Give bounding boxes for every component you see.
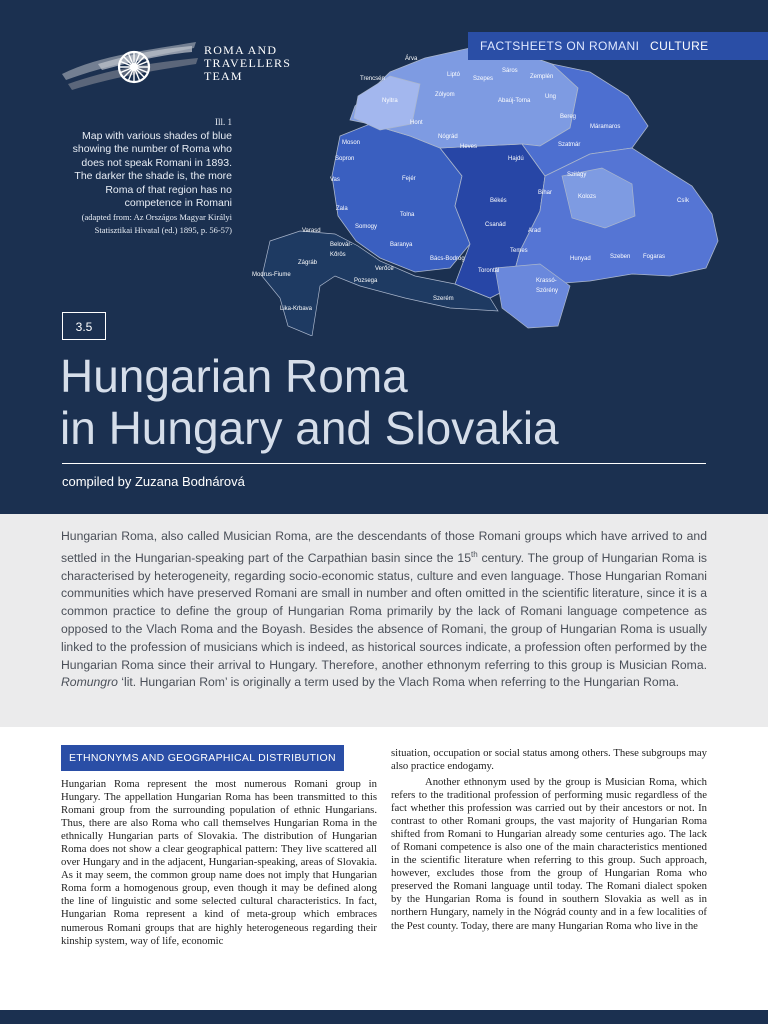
svg-text:Csík: Csík	[677, 198, 689, 204]
svg-text:Ung: Ung	[545, 94, 557, 100]
svg-text:Máramaros: Máramaros	[590, 124, 621, 130]
svg-text:Varasd: Varasd	[302, 228, 321, 234]
svg-text:Zólyom: Zólyom	[435, 92, 455, 98]
page-title	[60, 350, 559, 454]
svg-text:Tolna: Tolna	[400, 212, 415, 218]
svg-text:Pozsega: Pozsega	[354, 278, 378, 284]
caption-text: Map with various shades of blue showing the number of Roma who does not speak Romani in 1893. The darker the shade is, the more Roma of that region has no competence in Romani	[72, 129, 232, 209]
svg-text:Trencsén: Trencsén	[360, 76, 385, 82]
svg-text:Szerém: Szerém	[433, 296, 454, 302]
svg-text:Hunyad: Hunyad	[570, 256, 591, 262]
caption-source: (adapted from: Az Országos Magyar Királyi Statisztikai Hivatal (ed.) 1895, p. 56-57)	[81, 211, 232, 235]
title-divider	[62, 463, 706, 464]
factsheet-number-badge: 3.5	[62, 312, 106, 340]
svg-text:Szörény: Szörény	[536, 288, 559, 294]
map-caption	[62, 116, 232, 237]
svg-text:Zágráb: Zágráb	[298, 260, 318, 266]
intro-text: Hungarian Roma, also called Musician Roma, are the descendants of those Romani groups which have arrived to and settled in the Hungarian-speaking part of the Carpathian basin since the 15	[61, 529, 707, 565]
svg-text:Somogy: Somogy	[355, 224, 378, 230]
footer-bar	[0, 1010, 768, 1024]
svg-text:Nyitra: Nyitra	[382, 98, 398, 104]
illustration-number: Ill. 1	[215, 117, 232, 127]
svg-text:Abaúj-Torna: Abaúj-Torna	[498, 98, 531, 104]
svg-text:Szeben: Szeben	[610, 254, 631, 260]
body-column-left: Hungarian Roma represent the most numerous Romani group in Hungary. The appellation Hungarian Roma has been transmitted to this Romani group from the surrounding population of ethnic Hungarians. Thus, there are also Roma who call themselves Hungarian Roma in the ethnically Hungarian parts of Slovakia. The distribution of Hungarian Roma does not show a clear geographical pattern: They live scattered all over Hungary and in the adjacent, Hungarian-speaking, areas of Slovakia. As it may seem, the common group name does not imply that Hungarian Roma form a homogenous group, even though it may be defined along the line of linguistic and some selected cultural characteristics. In fact, Hungarian Roma represent a kind of meta-group which embraces numerous Romani groups that are highly heterogeneous regarding their kinship system, way of life, economic	[61, 778, 377, 947]
svg-text:Heves: Heves	[460, 144, 478, 150]
svg-text:Krassó-: Krassó-	[536, 278, 557, 284]
author-credit: compiled by Zuzana Bodnárová	[62, 474, 245, 489]
svg-text:Temes: Temes	[510, 248, 528, 254]
svg-text:Moson: Moson	[342, 140, 361, 146]
svg-text:Fogaras: Fogaras	[643, 254, 666, 260]
svg-text:Szatmár: Szatmár	[558, 142, 581, 148]
svg-text:Fejér: Fejér	[402, 176, 416, 182]
section-heading: ETHNONYMS AND GEOGRAPHICAL DISTRIBUTION	[61, 745, 344, 771]
svg-text:Bács-Bodrog: Bács-Bodrog	[430, 256, 465, 262]
svg-text:Arad: Arad	[528, 228, 541, 234]
series-label: FACTSHEETS ON ROMANI	[480, 39, 640, 53]
svg-text:Bihar: Bihar	[538, 190, 553, 196]
svg-text:Kőrös: Kőrös	[330, 252, 346, 258]
svg-text:Verőce: Verőce	[375, 266, 394, 272]
svg-text:Modrus-Fiume: Modrus-Fiume	[252, 272, 291, 278]
svg-text:Belovár-: Belovár-	[330, 242, 353, 248]
title-line: in Hungary and Slovakia	[60, 402, 559, 454]
svg-text:Csanád: Csanád	[485, 222, 506, 228]
superscript: th	[471, 549, 478, 559]
svg-text:Lika-Krbava: Lika-Krbava	[280, 306, 313, 312]
svg-text:Hajdú: Hajdú	[508, 156, 524, 162]
svg-text:Baranya: Baranya	[390, 242, 413, 248]
intro-text: century. The group of Hungarian Roma is characterised by heterogeneity, regarding socio-economic status, culture and even language. Those Hungarian Romani communities which have preserved Romani are small in number and often omitted in the scientific literature, since it is a common practice to define the group of Hungarian Roma primarily by the lack of Romani language competence as opposed to the Vlach Roma and the Boyash. Besides the absence of Romani, the group of Hungarian Roma is usually linked to the profession of musicians which is indeed, as historical sources indicate, a profession often performed by the Hungarian Roma since their arrival to Hungary. Therefore, another ethnonym referring to this group is Musician Roma.	[61, 550, 707, 672]
body-column-right-top: situation, occupation or social status among others. These subgroups may also practice endogamy.	[391, 747, 707, 773]
svg-text:Kolozs: Kolozs	[578, 194, 597, 200]
intro-text: ‘lit. Hungarian Rom’ is originally a term used by the Vlach Roma when referring to the Hungarian Roma.	[117, 675, 680, 690]
intro-paragraph	[61, 528, 707, 692]
svg-text:Árva: Árva	[405, 56, 418, 62]
italic-term: Romungro	[61, 675, 118, 690]
svg-text:Vas: Vas	[330, 177, 340, 183]
svg-text:Bereg: Bereg	[560, 114, 577, 120]
logo-line: TEAM	[204, 69, 243, 83]
intro-panel	[0, 514, 768, 727]
svg-text:Zemplén: Zemplén	[530, 74, 554, 80]
historical-hungary-map	[240, 36, 768, 336]
svg-text:Liptó: Liptó	[447, 72, 461, 78]
svg-text:Békés: Békés	[490, 198, 507, 204]
svg-text:Zala: Zala	[336, 206, 348, 212]
logo-line: TRAVELLERS	[204, 56, 292, 70]
svg-text:Torontál: Torontál	[478, 268, 500, 274]
svg-text:Sáros: Sáros	[502, 68, 518, 74]
svg-text:Szepes: Szepes	[473, 76, 494, 82]
svg-text:Sopron: Sopron	[335, 156, 355, 162]
body-column-right: Another ethnonym used by the group is Musician Roma, which refers to the traditional profession of performing music regardless of the fact whether this profession was carried out by their ancestors or not. In contrast to other Romani groups, the vast majority of Hungarian Roma shifted from Romani to Hungarian already some centuries ago. The lack of Romani competence is also one of the main characteristics mentioned in the scientific literature when referring to this group. Such approach, however, excludes those from the group of Hungarian Roma who preserved the Romani language until today. The Romani dialect spoken by the Hungarian Roma is found in southern Slovakia as well as in northern Hungary, namely in the Nógrád county and in a few localities of the Pest county. Today, there are many Hungarian Roma who live in the	[391, 776, 707, 932]
svg-text:Hont: Hont	[410, 120, 423, 126]
title-line: Hungarian Roma	[60, 350, 408, 402]
svg-text:Szilágy: Szilágy	[567, 172, 587, 178]
series-topic: CULTURE	[650, 39, 709, 53]
series-tab	[468, 32, 768, 60]
logo-line: ROMA AND	[204, 43, 278, 57]
svg-text:Nógrád: Nógrád	[438, 134, 458, 140]
